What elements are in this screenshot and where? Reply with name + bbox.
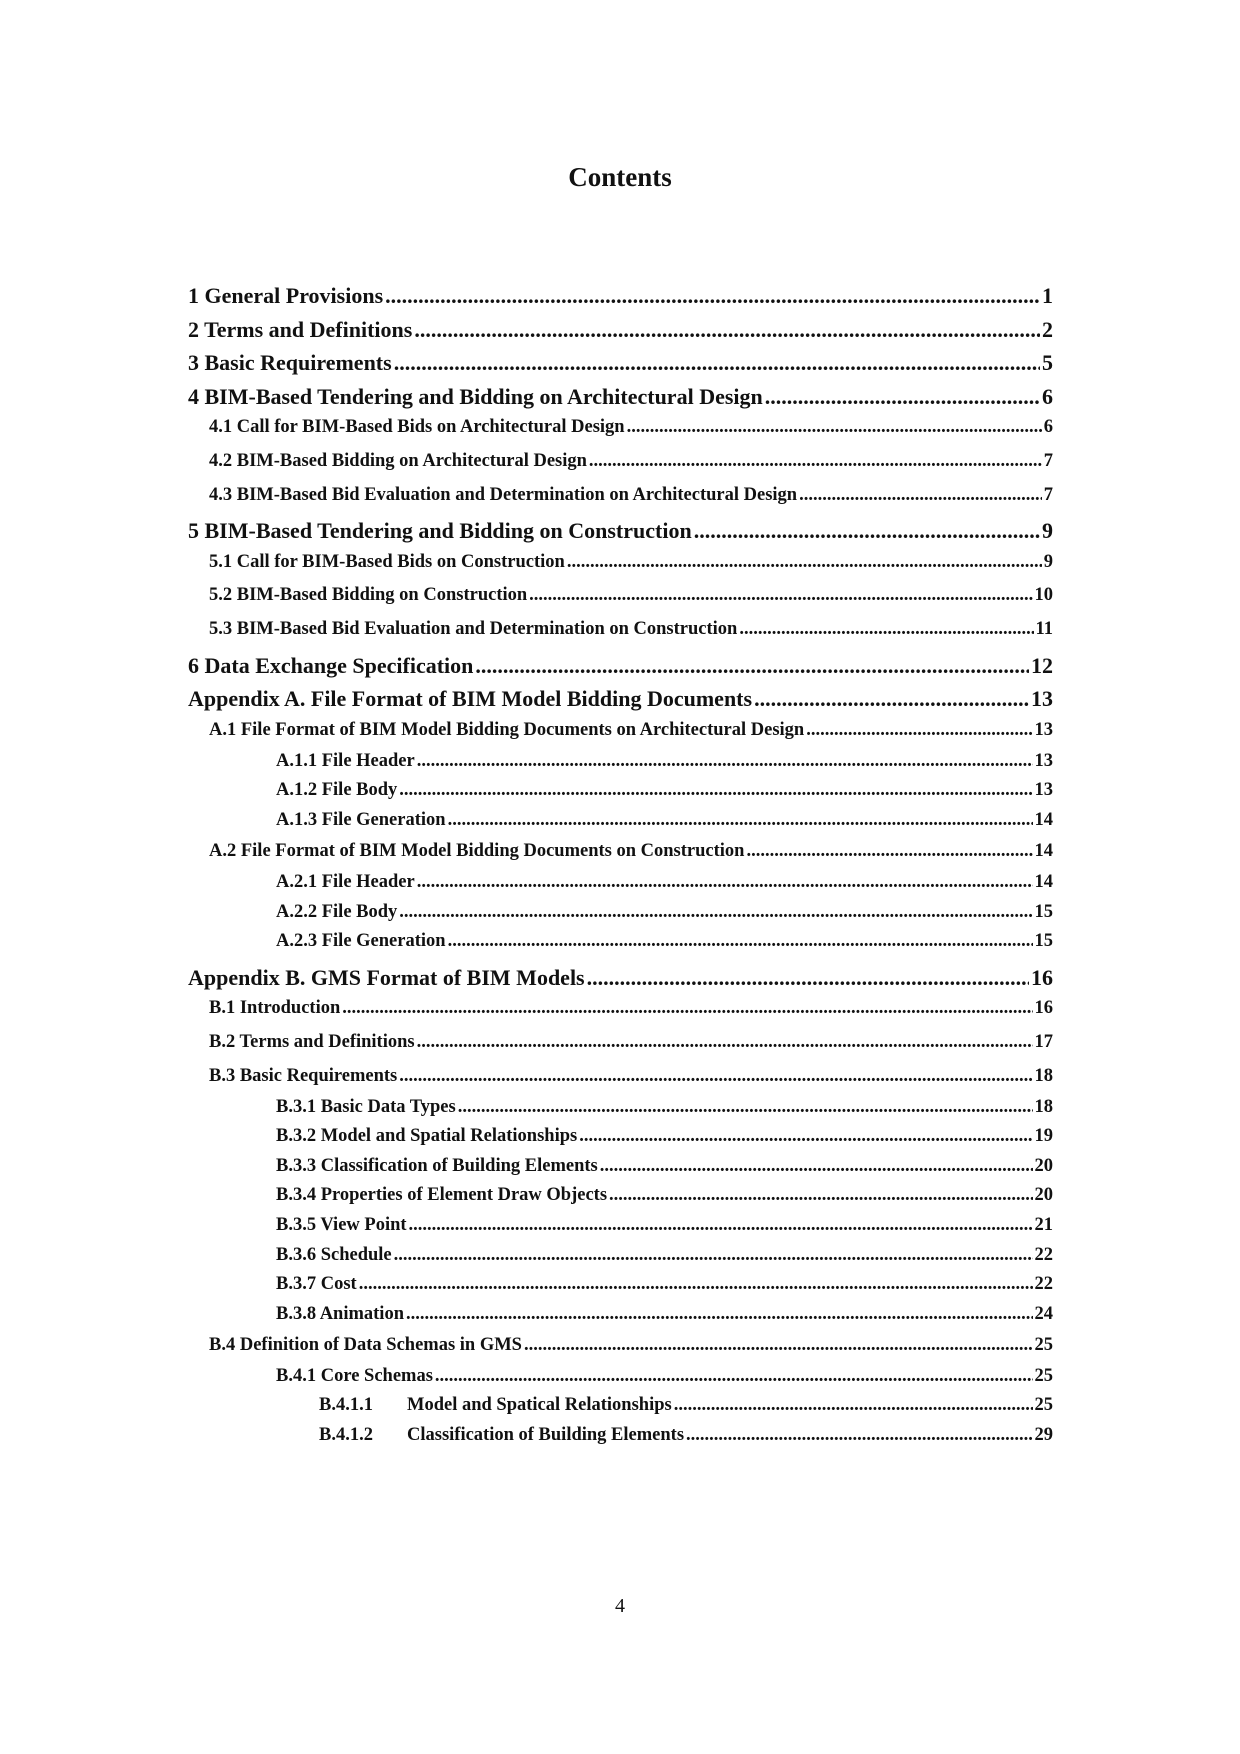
toc-leader-dots xyxy=(587,965,1029,991)
toc-entry-page: 13 xyxy=(1034,719,1053,740)
toc-entry[interactable] xyxy=(188,1304,1053,1325)
toc-entry-page: 16 xyxy=(1031,964,1053,990)
toc-entry[interactable] xyxy=(188,1395,1053,1416)
toc-entry-label: A.2.2 File Body xyxy=(276,901,398,922)
toc-entry-label: B.1 Introduction xyxy=(209,998,341,1019)
toc-entry-label: B.3.8 Animation xyxy=(276,1303,404,1324)
toc-leader-dots xyxy=(448,931,1033,952)
toc-entry-page: 25 xyxy=(1034,1395,1053,1416)
toc-entry-label: 6 Data Exchange Specification xyxy=(188,652,474,678)
toc-leader-dots xyxy=(529,585,1032,606)
toc-entry-page: 13 xyxy=(1034,780,1053,801)
toc-entry[interactable] xyxy=(188,1274,1053,1295)
toc-entry[interactable] xyxy=(188,841,1053,862)
toc-entry-label: 5.3 BIM-Based Bid Evaluation and Determination on Construction xyxy=(209,619,738,639)
toc-leader-dots xyxy=(359,1274,1033,1295)
toc-entry-label: 4.3 BIM-Based Bid Evaluation and Determination on Architectural Design xyxy=(209,484,798,505)
toc-entry[interactable] xyxy=(188,1097,1053,1118)
toc-leader-dots xyxy=(385,283,1040,309)
page-title: Contents xyxy=(568,162,672,192)
toc-entry[interactable] xyxy=(188,686,1053,712)
toc-entry[interactable] xyxy=(188,619,1053,640)
toc-leader-dots xyxy=(627,417,1042,438)
toc-entry[interactable] xyxy=(188,485,1053,506)
toc-entry[interactable] xyxy=(188,384,1053,410)
toc-entry-label: Appendix B. GMS Format of BIM Models xyxy=(188,964,585,990)
toc-entry-page: 15 xyxy=(1034,901,1053,922)
toc-leader-dots xyxy=(754,686,1029,712)
toc-entry-page: 10 xyxy=(1034,585,1053,606)
toc-entry-label: B.3.3 Classification of Building Elements xyxy=(276,1155,598,1176)
toc-leader-dots xyxy=(799,485,1042,506)
toc-entry-page: 2 xyxy=(1042,316,1053,342)
toc-entry-page: 14 xyxy=(1034,872,1053,892)
toc-entry-page: 21 xyxy=(1034,1215,1053,1235)
toc-leader-dots xyxy=(806,720,1032,741)
toc-entry[interactable] xyxy=(188,872,1053,893)
toc-entry[interactable] xyxy=(188,552,1053,573)
toc-entry-page: 13 xyxy=(1034,750,1053,771)
toc-entry-page: 16 xyxy=(1034,998,1053,1019)
toc-entry-page: 25 xyxy=(1034,1334,1053,1355)
toc-leader-dots xyxy=(600,1156,1033,1177)
toc-entry-label: A.1.1 File Header xyxy=(276,750,415,771)
toc-leader-dots xyxy=(458,1097,1033,1118)
toc-entry-page: 22 xyxy=(1034,1244,1053,1265)
toc-entry[interactable] xyxy=(188,1425,1053,1446)
toc-entry[interactable] xyxy=(188,810,1053,831)
toc-leader-dots xyxy=(674,1395,1033,1416)
toc-entry[interactable] xyxy=(188,283,1053,309)
toc-leader-dots xyxy=(399,780,1032,801)
toc-entry-page: 13 xyxy=(1031,686,1053,712)
toc-entry-page: 1 xyxy=(1042,283,1053,308)
toc-entry[interactable] xyxy=(188,585,1053,606)
toc-entry-label: B.4.1 Core Schemas xyxy=(276,1365,433,1386)
toc-leader-dots xyxy=(579,1126,1032,1147)
toc-entry-label: B.3.4 Properties of Element Draw Objects xyxy=(276,1185,608,1206)
toc-entry-page: 24 xyxy=(1034,1303,1053,1324)
toc-entry-label: A.2 File Format of BIM Model Bidding Documents on Construction xyxy=(209,841,745,861)
toc-entry-page: 25 xyxy=(1034,1365,1053,1386)
toc-entry-label: B.3.7 Cost xyxy=(276,1274,357,1295)
toc-leader-dots xyxy=(435,1366,1033,1387)
toc-entry[interactable] xyxy=(188,751,1053,772)
toc-leader-dots xyxy=(342,998,1032,1019)
toc-entry-page: 7 xyxy=(1043,451,1053,471)
toc-entry-label: Appendix A. File Format of BIM Model Bidding Documents xyxy=(188,686,753,712)
toc-entry-page: 20 xyxy=(1034,1185,1053,1206)
toc-entry-label: A.1 File Format of BIM Model Bidding Documents on Architectural Design xyxy=(209,719,805,740)
toc-entry-page: 7 xyxy=(1043,484,1053,505)
toc-entry-label: A.1.2 File Body xyxy=(276,780,398,801)
toc-entry-code: B.4.1.1 xyxy=(319,1395,373,1416)
toc-entry-code: B.4.1.2 xyxy=(319,1425,373,1445)
toc-entry-page: 14 xyxy=(1034,810,1053,830)
toc-leader-dots xyxy=(739,619,1033,640)
toc-entry[interactable] xyxy=(188,518,1053,544)
page-number: 4 xyxy=(615,1595,625,1617)
toc-leader-dots xyxy=(399,1066,1032,1087)
toc-entry-page: 15 xyxy=(1034,931,1053,952)
toc-leader-dots xyxy=(448,810,1033,831)
toc-entry-page: 22 xyxy=(1034,1274,1053,1295)
toc-entry-label: B.3.5 View Point xyxy=(276,1215,407,1235)
toc-leader-dots xyxy=(694,518,1040,544)
toc-entry-page: 18 xyxy=(1034,1096,1053,1117)
toc-entry-label: A.1.3 File Generation xyxy=(276,810,446,830)
toc-entry-page: 12 xyxy=(1031,652,1053,678)
toc-entry-label: B.3.1 Basic Data Types xyxy=(276,1096,456,1117)
toc-entry[interactable] xyxy=(188,1032,1053,1053)
toc-leader-dots xyxy=(394,350,1040,376)
toc-entry-label: B.3.6 Schedule xyxy=(276,1244,392,1265)
toc-entry-label: 5.1 Call for BIM-Based Bids on Construction xyxy=(209,551,565,572)
toc-entry-label: A.2.1 File Header xyxy=(276,872,415,892)
toc-entry-title: Model and Spatical Relationships xyxy=(407,1395,672,1416)
toc-entry[interactable] xyxy=(188,317,1053,343)
toc-entry-label: B.2 Terms and Definitions xyxy=(209,1032,415,1052)
toc-entry[interactable] xyxy=(188,720,1053,741)
toc-entry-page: 11 xyxy=(1035,619,1053,639)
toc-leader-dots xyxy=(567,552,1042,573)
toc-leader-dots xyxy=(417,872,1033,893)
toc-entry-label: 3 Basic Requirements xyxy=(188,350,392,376)
toc-entry[interactable] xyxy=(188,350,1053,376)
toc-leader-dots xyxy=(399,902,1032,923)
toc-leader-dots xyxy=(394,1245,1033,1266)
toc-entry-label xyxy=(319,1395,672,1416)
toc-entry-label: B.3 Basic Requirements xyxy=(209,1065,398,1086)
toc-entry-label: 5 BIM-Based Tendering and Bidding on Construction xyxy=(188,518,692,544)
toc-entry[interactable] xyxy=(188,965,1053,991)
toc-entry[interactable] xyxy=(188,1185,1053,1206)
toc-entry-label: 4.2 BIM-Based Bidding on Architectural Design xyxy=(209,451,587,471)
toc-entry[interactable] xyxy=(188,1215,1053,1236)
toc-leader-dots xyxy=(589,451,1042,472)
toc-entry[interactable] xyxy=(188,1066,1053,1087)
toc-entry-label: 2 Terms and Definitions xyxy=(188,316,413,342)
toc-leader-dots xyxy=(524,1335,1033,1356)
toc-entry[interactable] xyxy=(188,417,1053,438)
toc-entry-label: A.2.3 File Generation xyxy=(276,931,446,952)
toc-entry-label: B.4 Definition of Data Schemas in GMS xyxy=(209,1334,522,1355)
toc-leader-dots xyxy=(406,1304,1033,1325)
toc-entry-label: 1 General Provisions xyxy=(188,283,384,308)
toc-entry-label: 5.2 BIM-Based Bidding on Construction xyxy=(209,585,528,606)
toc-leader-dots xyxy=(765,384,1040,410)
toc-entry[interactable] xyxy=(188,1335,1053,1356)
toc-entry[interactable] xyxy=(188,931,1053,952)
toc-entry-page: 9 xyxy=(1043,551,1053,572)
toc-entry[interactable] xyxy=(188,780,1053,801)
toc-entry-label: 4.1 Call for BIM-Based Bids on Architectural Design xyxy=(209,417,625,438)
toc-entry-title: Classification of Building Elements xyxy=(407,1425,685,1445)
toc-entry[interactable] xyxy=(188,1245,1053,1266)
toc-entry[interactable] xyxy=(188,998,1053,1019)
toc-entry-page: 20 xyxy=(1034,1155,1053,1176)
toc-entry[interactable] xyxy=(188,1156,1053,1177)
toc-entry-page: 14 xyxy=(1034,841,1053,861)
toc-leader-dots xyxy=(746,841,1032,862)
toc-entry[interactable] xyxy=(188,653,1053,679)
toc-entry[interactable] xyxy=(188,451,1053,472)
toc-entry[interactable] xyxy=(188,1366,1053,1387)
toc-entry-page: 6 xyxy=(1043,417,1053,438)
toc-entry-page: 18 xyxy=(1034,1065,1053,1086)
toc-entry[interactable] xyxy=(188,902,1053,923)
toc-leader-dots xyxy=(414,317,1040,343)
toc-leader-dots xyxy=(417,1032,1033,1053)
toc-entry-page: 19 xyxy=(1034,1126,1053,1147)
toc-entry-label xyxy=(319,1425,684,1446)
toc-leader-dots xyxy=(417,751,1033,772)
toc-entry-page: 5 xyxy=(1042,350,1053,376)
toc-leader-dots xyxy=(409,1215,1033,1236)
toc-entry-label: 4 BIM-Based Tendering and Bidding on Architectural Design xyxy=(188,383,763,409)
toc-entry-page: 29 xyxy=(1034,1425,1053,1445)
toc-leader-dots xyxy=(686,1425,1032,1446)
toc-entry-page: 17 xyxy=(1034,1032,1053,1052)
toc-leader-dots xyxy=(609,1185,1032,1206)
toc-leader-dots xyxy=(475,653,1029,679)
toc-entry-page: 6 xyxy=(1042,383,1053,409)
toc-entry-page: 9 xyxy=(1042,518,1053,544)
toc-entry-label: B.3.2 Model and Spatial Relationships xyxy=(276,1126,578,1147)
toc-entry[interactable] xyxy=(188,1126,1053,1147)
